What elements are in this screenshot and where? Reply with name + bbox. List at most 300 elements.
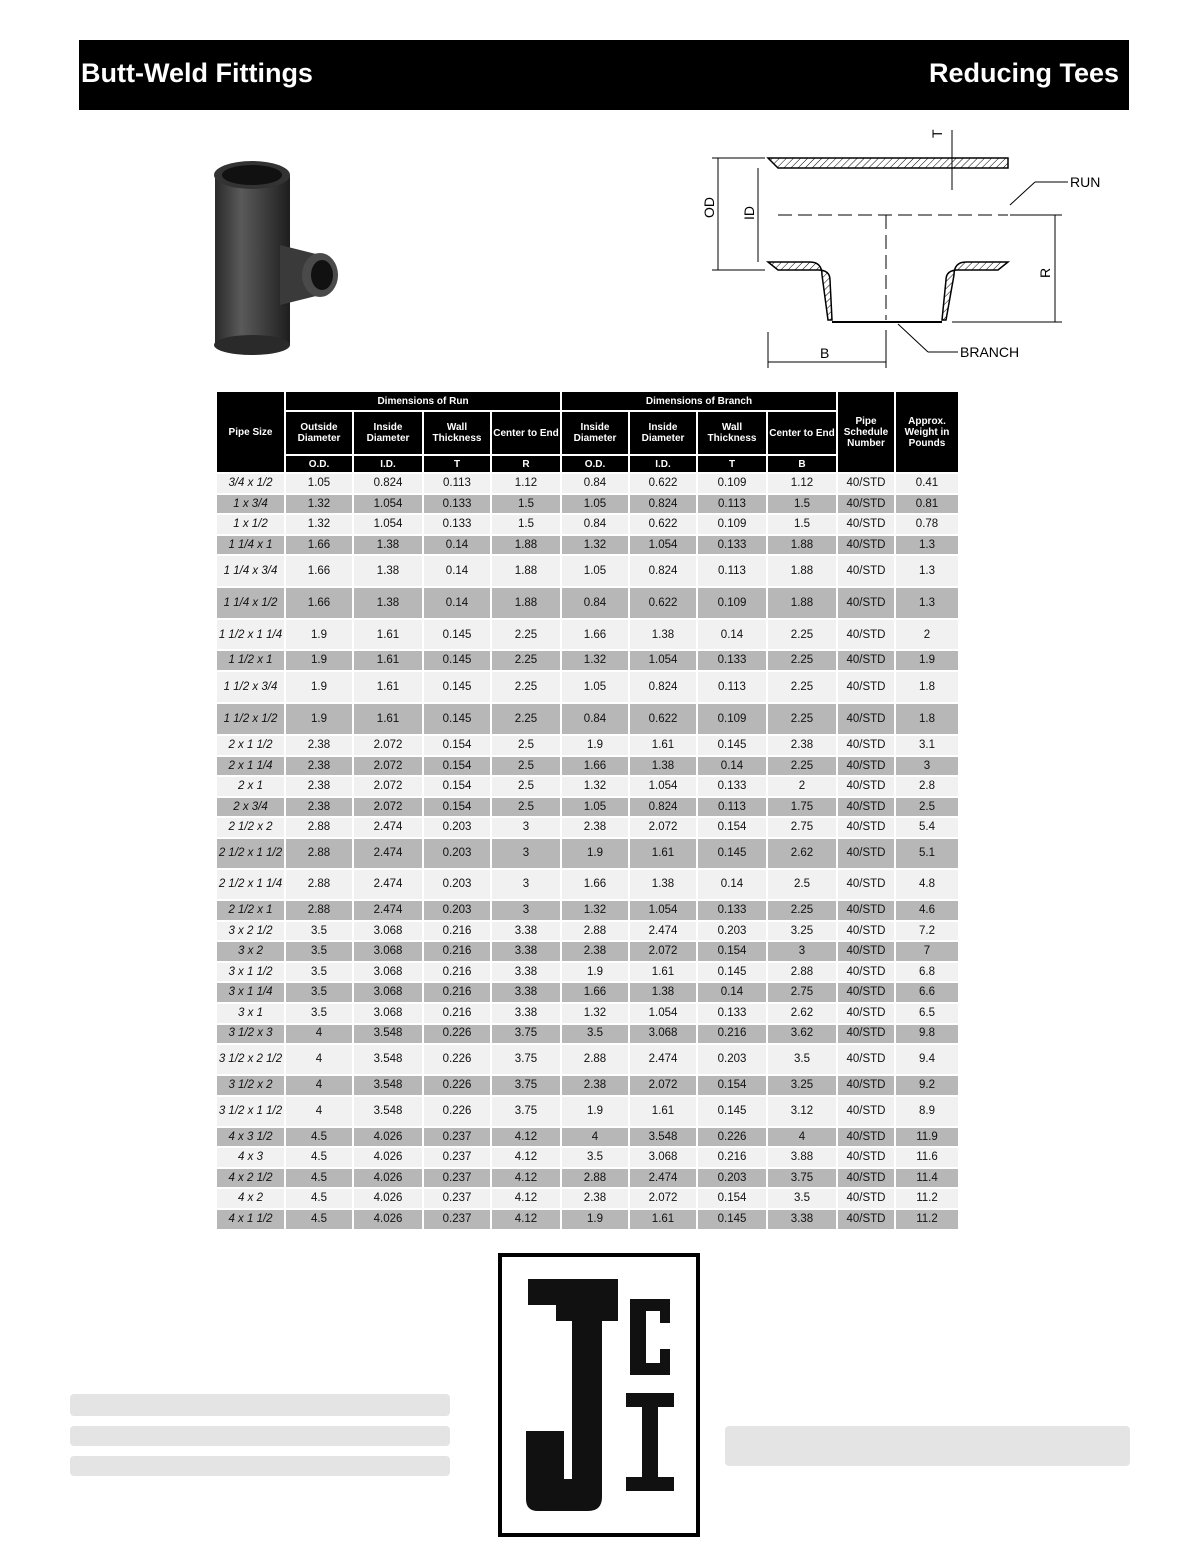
table-cell: 6.8: [896, 963, 958, 982]
table-cell: 1.5: [492, 495, 560, 514]
table-cell: 0.203: [698, 1169, 766, 1188]
table-row: [217, 983, 958, 1002]
table-cell: 0.14: [698, 620, 766, 649]
table-cell: 0.41: [896, 474, 958, 493]
table-cell: 0.824: [630, 556, 696, 586]
table-cell: 40/STD: [838, 963, 894, 982]
table-cell: 40/STD: [838, 704, 894, 734]
table-cell: 9.8: [896, 1025, 958, 1044]
table-cell: 0.203: [424, 870, 490, 899]
table-cell: 11.2: [896, 1189, 958, 1208]
table-cell: 1.05: [562, 556, 628, 586]
table-cell: 3: [492, 901, 560, 920]
page-header: [79, 40, 1129, 110]
table-cell: 4.5: [286, 1169, 352, 1188]
jci-logo: [498, 1253, 700, 1537]
table-cell: 1.66: [286, 536, 352, 555]
pipe-size-cell: 3 1/2 x 2: [217, 1076, 284, 1095]
table-cell: 0.145: [424, 704, 490, 734]
run-label: RUN: [1070, 174, 1101, 190]
table-cell: 1.66: [286, 588, 352, 618]
table-cell: 2.75: [768, 983, 836, 1002]
table-cell: 1.5: [768, 495, 836, 514]
table-cell: 1.9: [562, 1210, 628, 1229]
table-cell: 0.145: [698, 963, 766, 982]
header-group-run: Dimensions of Run: [286, 392, 560, 410]
table-cell: 0.84: [562, 704, 628, 734]
table-row: [217, 757, 958, 776]
table-cell: 1.9: [286, 620, 352, 649]
table-cell: 3: [492, 818, 560, 837]
table-cell: 40/STD: [838, 1045, 894, 1074]
table-cell: 2.072: [354, 777, 422, 796]
table-cell: 0.154: [698, 1189, 766, 1208]
table-cell: 0.226: [424, 1045, 490, 1074]
table-cell: 0.203: [424, 818, 490, 837]
table-cell: 0.226: [698, 1128, 766, 1147]
table-cell: 1.32: [562, 1004, 628, 1023]
table-cell: 0.203: [698, 1045, 766, 1074]
pipe-size-cell: 1 1/2 x 1 1/4: [217, 620, 284, 649]
table-cell: 2.25: [492, 672, 560, 702]
table-row: [217, 1210, 958, 1229]
pipe-size-cell: 2 1/2 x 1 1/4: [217, 870, 284, 899]
pipe-size-cell: 3 1/2 x 2 1/2: [217, 1045, 284, 1074]
pipe-size-cell: 4 x 3: [217, 1148, 284, 1167]
table-cell: 0.622: [630, 704, 696, 734]
table-cell: 1.61: [354, 704, 422, 734]
table-cell: 3.5: [286, 963, 352, 982]
table-cell: 2.8: [896, 777, 958, 796]
header-wall-thickness: Wall Thickness: [424, 412, 490, 454]
table-cell: 1.3: [896, 536, 958, 555]
table-cell: 40/STD: [838, 1210, 894, 1229]
table-cell: 2.072: [354, 757, 422, 776]
table-cell: 0.237: [424, 1210, 490, 1229]
table-row: [217, 777, 958, 796]
table-cell: 1.12: [492, 474, 560, 493]
table-cell: 1.88: [768, 588, 836, 618]
table-cell: 40/STD: [838, 556, 894, 586]
header-branch-center-to-end: Center to End: [768, 412, 836, 454]
table-cell: 0.203: [424, 901, 490, 920]
table-cell: 2.5: [492, 736, 560, 755]
table-cell: 0.226: [424, 1025, 490, 1044]
table-cell: 0.154: [424, 757, 490, 776]
pipe-size-cell: 1 1/2 x 1: [217, 651, 284, 670]
table-body: [217, 474, 958, 1229]
table-cell: 7: [896, 942, 958, 961]
table-cell: 0.14: [424, 588, 490, 618]
header-branch-wall-thickness: Wall Thickness: [698, 412, 766, 454]
table-cell: 3.068: [354, 963, 422, 982]
table-cell: 3.38: [492, 1004, 560, 1023]
table-cell: 0.622: [630, 515, 696, 534]
table-cell: 3.38: [492, 922, 560, 941]
table-cell: 3.5: [286, 983, 352, 1002]
table-cell: 40/STD: [838, 736, 894, 755]
symbol-t-branch: T: [698, 456, 766, 472]
table-cell: 40/STD: [838, 515, 894, 534]
table-cell: 2.25: [492, 620, 560, 649]
table-cell: 2.88: [286, 870, 352, 899]
table-row: [217, 1045, 958, 1074]
table-cell: 0.113: [424, 474, 490, 493]
branch-label: BRANCH: [960, 344, 1020, 360]
table-cell: 4.12: [492, 1169, 560, 1188]
table-cell: 40/STD: [838, 942, 894, 961]
pipe-size-cell: 1 1/2 x 3/4: [217, 672, 284, 702]
header-outside-diameter: Outside Diameter: [286, 412, 352, 454]
table-cell: 0.622: [630, 474, 696, 493]
table-cell: 3.1: [896, 736, 958, 755]
table-cell: 1.9: [286, 651, 352, 670]
table-cell: 0.824: [354, 474, 422, 493]
table-cell: 1.9: [562, 736, 628, 755]
table-cell: 2.25: [768, 757, 836, 776]
table-cell: 2.62: [768, 839, 836, 868]
table-cell: 3.548: [354, 1097, 422, 1126]
table-cell: 1.9: [562, 963, 628, 982]
table-cell: 3.12: [768, 1097, 836, 1126]
table-cell: 1.66: [562, 870, 628, 899]
table-cell: 2.88: [286, 818, 352, 837]
table-cell: 1.38: [354, 556, 422, 586]
table-cell: 2.25: [768, 620, 836, 649]
table-cell: 0.109: [698, 515, 766, 534]
table-cell: 2.75: [768, 818, 836, 837]
pipe-size-cell: 4 x 2: [217, 1189, 284, 1208]
table-cell: 1.054: [630, 536, 696, 555]
table-cell: 0.824: [630, 798, 696, 817]
table-cell: 1.61: [630, 1210, 696, 1229]
table-cell: 40/STD: [838, 1076, 894, 1095]
table-cell: 40/STD: [838, 588, 894, 618]
table-cell: 1.61: [354, 651, 422, 670]
table-cell: 1.054: [630, 651, 696, 670]
r-label: R: [1037, 267, 1053, 278]
table-cell: 1.61: [354, 672, 422, 702]
table-cell: 0.113: [698, 672, 766, 702]
pipe-size-cell: 2 1/2 x 1: [217, 901, 284, 920]
table-cell: 2.88: [562, 1169, 628, 1188]
table-cell: 1.38: [354, 588, 422, 618]
table-cell: 3.068: [630, 1148, 696, 1167]
table-cell: 40/STD: [838, 1189, 894, 1208]
table-cell: 1.05: [562, 495, 628, 514]
table-cell: 2.38: [286, 736, 352, 755]
table-cell: 1.05: [562, 798, 628, 817]
table-cell: 9.4: [896, 1045, 958, 1074]
table-cell: 2: [768, 777, 836, 796]
table-cell: 2.5: [492, 777, 560, 796]
table-cell: 2.25: [768, 651, 836, 670]
table-cell: 2.88: [286, 901, 352, 920]
symbol-t: T: [424, 456, 490, 472]
pipe-size-cell: 3 x 1 1/2: [217, 963, 284, 982]
table-row: [217, 651, 958, 670]
table-cell: 2.5: [492, 798, 560, 817]
table-cell: 7.2: [896, 922, 958, 941]
table-row: [217, 798, 958, 817]
table-cell: 1.054: [630, 901, 696, 920]
table-cell: 0.154: [424, 736, 490, 755]
od-label: OD: [701, 197, 717, 218]
table-cell: 9.2: [896, 1076, 958, 1095]
t-label: T: [929, 129, 945, 138]
table-cell: 1.32: [562, 901, 628, 920]
reducing-tee-photo: [170, 145, 370, 360]
table-cell: 40/STD: [838, 901, 894, 920]
table-cell: 0.216: [424, 922, 490, 941]
table-cell: 40/STD: [838, 1025, 894, 1044]
symbol-r: R: [492, 456, 560, 472]
pipe-size-cell: 2 x 1 1/2: [217, 736, 284, 755]
table-row: [217, 495, 958, 514]
id-label: ID: [741, 206, 757, 220]
table-cell: 3.5: [562, 1025, 628, 1044]
table-cell: 4.026: [354, 1128, 422, 1147]
table-cell: 1.75: [768, 798, 836, 817]
table-cell: 2.88: [562, 922, 628, 941]
table-cell: 1.054: [354, 495, 422, 514]
table-cell: 1.66: [562, 757, 628, 776]
table-cell: 2.072: [354, 798, 422, 817]
table-cell: 3.88: [768, 1148, 836, 1167]
table-cell: 3.38: [492, 983, 560, 1002]
table-cell: 0.14: [698, 983, 766, 1002]
table-cell: 3.5: [286, 1004, 352, 1023]
table-row: [217, 1076, 958, 1095]
table-cell: 0.133: [424, 495, 490, 514]
table-cell: 0.14: [698, 870, 766, 899]
table-cell: 5.4: [896, 818, 958, 837]
table-cell: 1.3: [896, 588, 958, 618]
table-row: [217, 736, 958, 755]
table-cell: 2.88: [562, 1045, 628, 1074]
header-schedule: Pipe Schedule Number: [838, 392, 894, 472]
table-cell: 0.216: [424, 942, 490, 961]
table-cell: 1.12: [768, 474, 836, 493]
table-cell: 0.113: [698, 556, 766, 586]
pipe-size-cell: 1 1/2 x 1/2: [217, 704, 284, 734]
table-row: [217, 963, 958, 982]
table-cell: 3.62: [768, 1025, 836, 1044]
table-cell: 40/STD: [838, 1004, 894, 1023]
table-cell: 1.88: [492, 588, 560, 618]
table-cell: 1.61: [630, 963, 696, 982]
table-cell: 1.38: [630, 983, 696, 1002]
table-cell: 0.216: [424, 983, 490, 1002]
header-group-branch: Dimensions of Branch: [562, 392, 836, 410]
table-cell: 0.14: [698, 757, 766, 776]
table-cell: 2.474: [354, 839, 422, 868]
table-cell: 3.25: [768, 922, 836, 941]
table-cell: 40/STD: [838, 839, 894, 868]
table-cell: 2.38: [768, 736, 836, 755]
table-cell: 0.145: [424, 651, 490, 670]
table-cell: 0.14: [424, 536, 490, 555]
pipe-size-cell: 1 1/4 x 1: [217, 536, 284, 555]
table-cell: 2.25: [492, 704, 560, 734]
table-cell: 2.5: [492, 757, 560, 776]
table-cell: 1.054: [630, 777, 696, 796]
table-cell: 2.88: [286, 839, 352, 868]
table-cell: 2.072: [630, 942, 696, 961]
table-cell: 2.38: [562, 1076, 628, 1095]
table-cell: 2.072: [630, 818, 696, 837]
table-cell: 2.072: [630, 1076, 696, 1095]
header-inside-diameter: Inside Diameter: [354, 412, 422, 454]
table-cell: 0.113: [698, 798, 766, 817]
table-cell: 1.88: [768, 556, 836, 586]
table-cell: 11.6: [896, 1148, 958, 1167]
table-cell: 0.824: [630, 495, 696, 514]
table-cell: 2: [896, 620, 958, 649]
table-cell: 40/STD: [838, 798, 894, 817]
table-cell: 3.068: [354, 983, 422, 1002]
table-cell: 2.474: [354, 901, 422, 920]
table-cell: 0.226: [424, 1097, 490, 1126]
table-cell: 1.61: [630, 839, 696, 868]
pipe-size-cell: 1 x 1/2: [217, 515, 284, 534]
table-cell: 1.5: [768, 515, 836, 534]
pipe-size-cell: 3 x 2: [217, 942, 284, 961]
table-cell: 0.109: [698, 474, 766, 493]
table-cell: 0.133: [698, 536, 766, 555]
table-cell: 1.8: [896, 672, 958, 702]
table-cell: 0.237: [424, 1189, 490, 1208]
table-cell: 3.75: [492, 1097, 560, 1126]
table-cell: 0.203: [698, 922, 766, 941]
table-cell: 1.61: [630, 1097, 696, 1126]
table-cell: 0.145: [698, 736, 766, 755]
pipe-size-cell: 3 1/2 x 3: [217, 1025, 284, 1044]
table-cell: 0.81: [896, 495, 958, 514]
table-cell: 0.203: [424, 839, 490, 868]
table-cell: 40/STD: [838, 1169, 894, 1188]
table-cell: 40/STD: [838, 757, 894, 776]
pipe-size-cell: 1 1/4 x 1/2: [217, 588, 284, 618]
pipe-size-cell: 4 x 1 1/2: [217, 1210, 284, 1229]
table-row: [217, 818, 958, 837]
table-cell: 1.66: [286, 556, 352, 586]
table-cell: 2.38: [562, 1189, 628, 1208]
table-cell: 3.548: [354, 1025, 422, 1044]
table-cell: 4: [286, 1025, 352, 1044]
table-row: [217, 704, 958, 734]
table-cell: 4: [286, 1045, 352, 1074]
table-cell: 4.12: [492, 1148, 560, 1167]
table-cell: 1.88: [492, 556, 560, 586]
pipe-size-cell: 3 1/2 x 1 1/2: [217, 1097, 284, 1126]
faded-watermark-left: [70, 1390, 450, 1482]
table-cell: 3.548: [630, 1128, 696, 1147]
table-cell: 0.237: [424, 1169, 490, 1188]
table-cell: 40/STD: [838, 1128, 894, 1147]
table-cell: 8.9: [896, 1097, 958, 1126]
table-cell: 1.66: [562, 983, 628, 1002]
table-cell: 2.38: [286, 757, 352, 776]
table-cell: 3.5: [286, 942, 352, 961]
table-cell: 0.226: [424, 1076, 490, 1095]
table-row: [217, 922, 958, 941]
table-row: [217, 556, 958, 586]
table-cell: 3.068: [354, 942, 422, 961]
table-cell: 3.068: [354, 1004, 422, 1023]
table-cell: 2.38: [286, 777, 352, 796]
table-cell: 1.66: [562, 620, 628, 649]
table-cell: 2.88: [768, 963, 836, 982]
table-cell: 0.216: [424, 963, 490, 982]
header-center-to-end: Center to End: [492, 412, 560, 454]
table-row: [217, 1169, 958, 1188]
tee-cross-section-diagram: [690, 120, 1130, 370]
table-cell: 3: [492, 839, 560, 868]
table-cell: 1.38: [630, 870, 696, 899]
table-row: [217, 620, 958, 649]
table-cell: 1.38: [630, 757, 696, 776]
table-cell: 40/STD: [838, 818, 894, 837]
table-cell: 4.5: [286, 1128, 352, 1147]
table-cell: 3.5: [768, 1189, 836, 1208]
table-cell: 1.8: [896, 704, 958, 734]
table-cell: 0.237: [424, 1128, 490, 1147]
table-cell: 2.5: [768, 870, 836, 899]
table-cell: 6.6: [896, 983, 958, 1002]
table-cell: 6.5: [896, 1004, 958, 1023]
table-cell: 4.6: [896, 901, 958, 920]
table-cell: 1.05: [286, 474, 352, 493]
reducing-tees-table: [215, 390, 960, 1231]
table-cell: 1.38: [354, 536, 422, 555]
table-cell: 1.5: [492, 515, 560, 534]
table-cell: 1.32: [562, 536, 628, 555]
table-cell: 2.38: [562, 942, 628, 961]
table-cell: 4.12: [492, 1189, 560, 1208]
table-cell: 40/STD: [838, 672, 894, 702]
table-cell: 40/STD: [838, 1148, 894, 1167]
table-cell: 1.9: [562, 1097, 628, 1126]
table-cell: 3.548: [354, 1045, 422, 1074]
table-cell: 2.474: [630, 1045, 696, 1074]
table-cell: 0.154: [698, 1076, 766, 1095]
table-cell: 4.026: [354, 1148, 422, 1167]
table-cell: 2.5: [896, 798, 958, 817]
table-cell: 1.61: [354, 620, 422, 649]
table-cell: 4.026: [354, 1189, 422, 1208]
table-cell: 40/STD: [838, 536, 894, 555]
pipe-size-cell: 3/4 x 1/2: [217, 474, 284, 493]
pipe-size-cell: 2 x 3/4: [217, 798, 284, 817]
pipe-size-cell: 1 1/4 x 3/4: [217, 556, 284, 586]
table-cell: 3.5: [562, 1148, 628, 1167]
table-cell: 2.474: [630, 922, 696, 941]
table-cell: 0.216: [698, 1148, 766, 1167]
table-cell: 40/STD: [838, 1097, 894, 1126]
table-row: [217, 1128, 958, 1147]
table-cell: 0.622: [630, 588, 696, 618]
header-branch-inside-diameter: Inside Diameter: [562, 412, 628, 454]
symbol-od: O.D.: [286, 456, 352, 472]
table-cell: 0.84: [562, 515, 628, 534]
table-cell: 2.25: [492, 651, 560, 670]
table-cell: 40/STD: [838, 922, 894, 941]
table-cell: 0.154: [424, 798, 490, 817]
pipe-size-cell: 2 1/2 x 2: [217, 818, 284, 837]
table-cell: 2.072: [354, 736, 422, 755]
table-row: [217, 839, 958, 868]
